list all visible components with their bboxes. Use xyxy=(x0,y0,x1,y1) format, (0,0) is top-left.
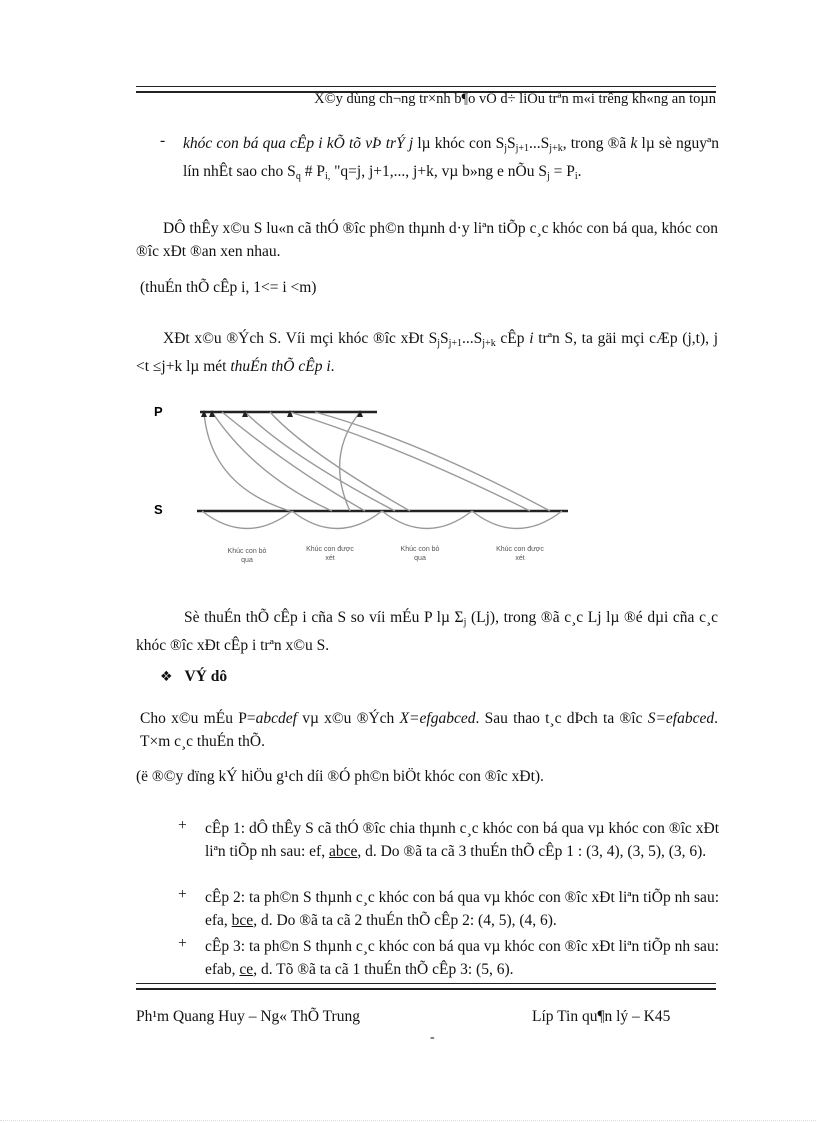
label-s: S xyxy=(154,502,163,517)
text: vµ x©u ®Ých xyxy=(296,710,400,727)
paragraph-partition: DÔ thÊy x©u S lu«n cã thÓ ®îc ph©n thµnh d·y liªn tiÕp c¸c khóc con bá qua, khóc con ®îc xÐt ®an xen nhau. xyxy=(136,220,718,260)
caption-1b: qua xyxy=(241,557,253,564)
text: trªn S, ta gäi mçi cÆp (j,t), j <t ≤j+k lµ mét xyxy=(136,330,718,375)
text: , d. Do ®ã ta cã 3 thuÉn thÕ cÊp 1 : (3, 4), (3, 5), (3, 6). xyxy=(357,843,707,860)
footer-rule xyxy=(136,983,716,990)
text: cÊp 3: ta ph©n S thµnh c¸c khóc con bá qua vµ khóc con ®îc xÐt liªn tiÕp nh sau: efab, xyxy=(205,938,719,978)
match-arcs xyxy=(204,412,550,511)
text: XÐt x©u ®Ých S. Víi mçi khóc ®îc xÐt S xyxy=(163,330,438,347)
diamond-bullet-icon: ❖ xyxy=(160,669,173,685)
underlined-substring: abce xyxy=(328,843,358,860)
target-x: X=efgabced xyxy=(399,710,476,727)
dash-marker: - xyxy=(160,132,166,149)
subscript: j+k xyxy=(482,338,496,349)
text: ...S xyxy=(462,330,483,347)
text: . xyxy=(330,358,335,375)
page-header: X©y dùng ch¬ng tr×nh b¶o vÖ d÷ liÖu trªn m«i trêng kh«ng an toµn xyxy=(314,91,716,107)
text: , d. Do ®ã ta cã 2 thuÉn thÕ cÊp 2: (4, 5), (4, 6). xyxy=(253,912,557,929)
text: cÊp xyxy=(495,330,530,347)
underlined-substring: bce xyxy=(231,912,254,929)
definition-skipped-substring xyxy=(183,132,719,188)
text: cÊp 2: ta ph©n S thµnh c¸c khóc con bá qua vµ khóc con ®îc xÐt liªn tiÕp nh sau: efa, xyxy=(205,889,719,929)
subscript: j xyxy=(437,338,440,349)
text: "q=j, j+1,..., j+k, vµ b»ng e nÕu S xyxy=(330,163,547,180)
caption-3b: qua xyxy=(414,555,426,562)
page-edge xyxy=(0,1120,816,1121)
defined-term: thuÉn thÕ cÊp i xyxy=(230,358,331,375)
paragraph-inversion-definition xyxy=(136,327,718,378)
paragraph-underline-note: (ë ®©y dïng kÝ hiÖu g¹ch díi ®Ó ph©n biÖt khóc con ®îc xÐt). xyxy=(136,768,544,785)
shifted-s: S=efabced xyxy=(647,710,715,727)
paragraph-example xyxy=(140,707,718,753)
list-item xyxy=(205,886,719,932)
example-heading xyxy=(160,668,227,686)
text: (Lj), trong ®ã c¸c Lj lµ ®é dµi cña c¸c khóc ®îc xÐt cÊp i trªn x©u S. xyxy=(136,609,718,654)
plus-marker: + xyxy=(178,886,187,903)
text: ...S xyxy=(529,135,550,152)
example-heading-text: VÝ dô xyxy=(184,668,228,685)
pattern-p: abcdef xyxy=(255,710,297,727)
subscript: j+k xyxy=(549,143,563,154)
text: lµ khóc con S xyxy=(413,135,505,152)
text: . T×m c¸c thuÉn thÕ. xyxy=(140,710,718,750)
subscript: i, xyxy=(324,171,331,182)
subscript: i xyxy=(574,171,578,182)
text: Sè thuÉn thÕ cÊp i cña S so víi mÉu P lµ xyxy=(184,609,455,626)
footer-class: Líp Tin qu¶n lý – K45 xyxy=(532,1008,671,1025)
subscript: j+1 xyxy=(448,338,463,349)
underlined-substring: ce xyxy=(239,961,254,978)
caption-4a: Khúc con được xyxy=(496,546,544,553)
text: cÊp 1: dÔ thÊy S cã thÓ ®îc chia thµnh c¸c khóc con bá qua vµ khóc con ®îc xÐt liªn tiÕp nh sau: ef, xyxy=(205,820,719,860)
caption-1a: Khúc con bỏ xyxy=(227,548,267,555)
segment-arcs xyxy=(202,511,562,529)
text: Cho x©u mÉu P= xyxy=(140,710,256,727)
page-number: - xyxy=(430,1030,435,1045)
list-item xyxy=(205,817,719,863)
text: . Sau thao t¸c dÞch ta ®îc xyxy=(475,710,648,727)
text: = P xyxy=(549,163,575,180)
definition-term: khóc con bá qua cÊp i kÕ tõ vÞ trÝ j xyxy=(183,135,414,152)
text: S xyxy=(506,135,516,152)
text: , trong ®ã xyxy=(562,135,631,152)
caption-3a: Khúc con bỏ xyxy=(400,546,440,553)
footer-authors: Ph¹m Quang Huy – Ng« ThÕ Trung xyxy=(136,1008,360,1025)
caption-2a: Khúc con được xyxy=(306,546,354,553)
subscript: j xyxy=(546,171,550,182)
paragraph-count xyxy=(136,606,718,657)
paragraph-inversion-note: (thuÉn thÕ cÊp i, 1<= i <m) xyxy=(140,279,317,296)
caption-4b: xét xyxy=(515,555,525,562)
plus-marker: + xyxy=(178,817,187,834)
sigma-symbol: Σ xyxy=(454,609,464,626)
text: # P xyxy=(300,163,325,180)
var-k: k xyxy=(630,135,638,152)
subscript: j xyxy=(504,143,507,154)
text: lµ sè nguyªn lín nhÊt sao cho S xyxy=(183,135,720,180)
text: , d. Tõ ®ã ta cã 1 thuÉn thÕ cÊp 3: (5, 6). xyxy=(253,961,514,978)
subscript: j xyxy=(463,617,467,628)
text: . xyxy=(577,163,582,180)
label-p: P xyxy=(154,404,163,419)
plus-marker: + xyxy=(178,935,187,952)
var-i: i xyxy=(529,330,534,347)
text: S xyxy=(439,330,449,347)
subscript: j+1 xyxy=(515,143,530,154)
list-item xyxy=(205,935,719,981)
matching-diagram xyxy=(150,396,580,576)
caption-2b: xét xyxy=(325,555,335,562)
subscript: q xyxy=(295,171,301,182)
